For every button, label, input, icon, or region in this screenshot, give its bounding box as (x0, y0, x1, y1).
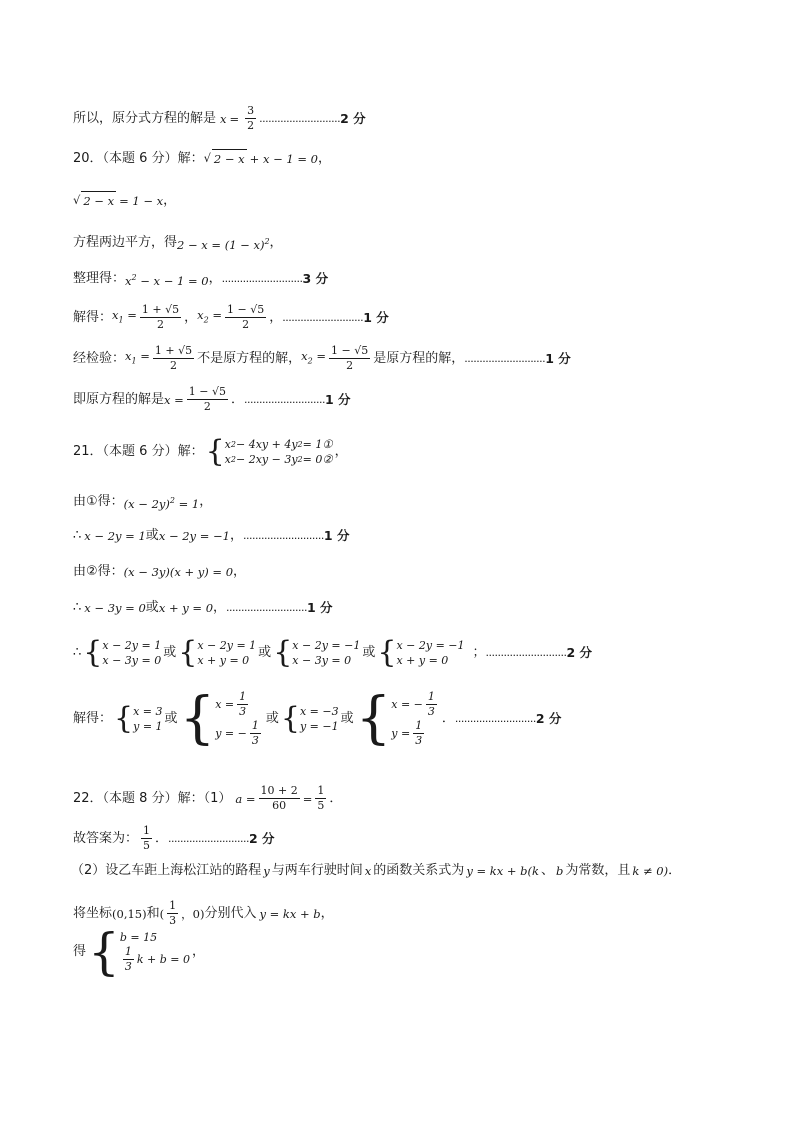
problem-21-header: 21．（本题 6 分）解： { x 2 − 4xy + 4y 2 = 1 ① x 2 − 2xy − 3y 2 = 0 ② ， (73, 434, 348, 469)
score: 1 分 (324, 391, 351, 407)
score: 1 分 (363, 309, 389, 325)
problem-20-step1: √ 2 − x = 1 − x ， (73, 192, 177, 208)
score: 1 分 (323, 528, 350, 543)
fraction-root1: $\frac{1 + √5}{2}$ (141, 303, 180, 331)
text: 所以，原分式方程的解是 (73, 110, 217, 126)
problem-20-check: 经检验： $x_1$ = $\frac{1 + √5}{2}$ 不是原方程的解， $x_2$ = $\frac{1 - √5}{2}$ 是原方程的解， ........................... 1 分 (73, 344, 571, 372)
dot-leader: ........................... (168, 831, 249, 845)
text: 即原方程的解是 (73, 391, 165, 407)
score: 3 分 (302, 271, 329, 287)
text: 解得： (73, 711, 113, 726)
text: 是原方程的解， (373, 350, 465, 366)
dot-leader: ........................... (226, 601, 307, 614)
problem-21-solutions: 解得： { x = 3 y = 1 或 { x = $\frac{1}{3}$ y = − $\frac{1}{3}$ 或 { x = −3 y = −1 或 { x = − $\frac{1}{3}$ y = $\frac{1}{3}$ ． ........................... 2 分 (73, 686, 562, 751)
dot-leader: ........................... (259, 111, 341, 125)
problem-21-from1: 由①得： $(x - 2y)^2 = 1$ ， (73, 494, 213, 511)
math-x-eq: x (220, 111, 227, 126)
problem-22-system: 得 { b = 15 $\frac{1}{3}$ k + b = 0 ， (73, 923, 205, 981)
dot-leader: ........................... (485, 646, 567, 659)
punct: ， (163, 192, 177, 208)
problem-21-systems: ∴ { x − 2y = 1 x − 3y = 0 或 { x − 2y = 1 x + y = 0 或 { x − 2y = −1 x − 3y = 0 或 { x − 2y = −1 x + y = 0 ； ........................... 2 分 (73, 635, 593, 670)
sqrt-expression: √ 2 − x (203, 151, 245, 166)
problem-22-answer: 故答案为： $\frac{1}{5}$ ． ........................... 2 分 (73, 824, 275, 852)
problem-21-from2: 由②得： (x − 3y)(x + y) = 0 ， (73, 564, 247, 579)
problem-21-case2: ∴ x − 3y = 0 或 x + y = 0 ， ........................... 1 分 (73, 600, 333, 615)
fraction-root2: $\frac{1 - √5}{2}$ (227, 303, 265, 331)
text: 或 (145, 528, 159, 543)
problem-20-roots: 解得： $x_1$ = $\frac{1 + √5}{2}$ ， $x_2$ = $\frac{1 - √5}{2}$ ， ........................... 1 分 (73, 303, 389, 331)
problem-21-case1: ∴ x − 2y = 1 或 x − 2y = −1 ， ........................... 1 分 (73, 528, 350, 543)
dot-leader: ........................... (221, 272, 303, 286)
text: 由①得： (73, 494, 124, 510)
punct: ， (269, 235, 283, 251)
score: 1 分 (306, 600, 333, 615)
equation-system: { x 2 − 4xy + 4y 2 = 1 ① x 2 − 2xy − 3y 2 = 0 ② (205, 434, 333, 469)
text: 方程两边平方，得 (73, 235, 178, 251)
problem-22-part2: （2）设乙车距上海松江站的路程 y 与两车行驶时间 x 的函数关系式为 y = kx + b(k 、 b 为常数，且 k ≠ 0) ． (71, 863, 682, 878)
text: 不是原方程的解， (197, 350, 302, 366)
dot-leader: ........................... (242, 529, 324, 542)
problem-heading: 22．（本题 8 分）解：（1） (73, 790, 232, 806)
dot-leader: ........................... (464, 351, 546, 365)
text: 整理得： (73, 271, 126, 287)
problem-22-header: 22．（本题 8 分）解：（1） a = $\frac{10 + 2}{60}$ = $\frac{1}{5}$ ． (73, 784, 343, 812)
score: 2 分 (340, 110, 366, 126)
dot-leader: ........................... (282, 310, 364, 324)
problem-22-substitute: 将坐标 (0,15) 和 ( $\frac{1}{3}$ ，0) 分别代入 y = kx + b ， (73, 899, 334, 927)
punct: ， (199, 494, 213, 510)
text: 或 (145, 600, 159, 615)
dot-leader: ........................... (244, 392, 325, 406)
problem-20-square: 方程两边平方，得 $2 - x = (1 - x)^2$ ， (73, 235, 283, 252)
score: 1 分 (545, 350, 571, 366)
score: 2 分 (566, 645, 593, 660)
score: 2 分 (535, 711, 562, 726)
problem-heading: 21．（本题 6 分）解： (73, 444, 204, 459)
text: 故答案为： (73, 830, 139, 846)
problem-20-answer: 即原方程的解是 x = $\frac{1 - √5}{2}$ ． ........................... 1 分 (73, 385, 351, 413)
problem-20-simplify: 整理得： $x^2 - x - 1 = 0$ ， ........................... 3 分 (73, 271, 329, 288)
text: 经检验： (73, 350, 126, 366)
punct: ， (317, 150, 331, 166)
punct: ， (233, 564, 247, 579)
problem-heading: 20．（本题 6 分）解： (73, 150, 204, 166)
fraction-3-2: $\frac{3}{2}$ (247, 104, 255, 132)
dot-leader: ........................... (454, 712, 536, 725)
text: 解得： (73, 309, 113, 325)
problem-20-header: 20．（本题 6 分）解： √ 2 − x + x − 1 = 0 ， (73, 150, 331, 166)
text: 由②得： (73, 564, 124, 579)
sqrt-expression: √ 2 − x (73, 193, 115, 208)
line-solution-conclusion: 所以，原分式方程的解是 x = $\frac{3}{2}$ ........................... 2 分 (73, 104, 366, 132)
score: 2 分 (248, 830, 275, 846)
